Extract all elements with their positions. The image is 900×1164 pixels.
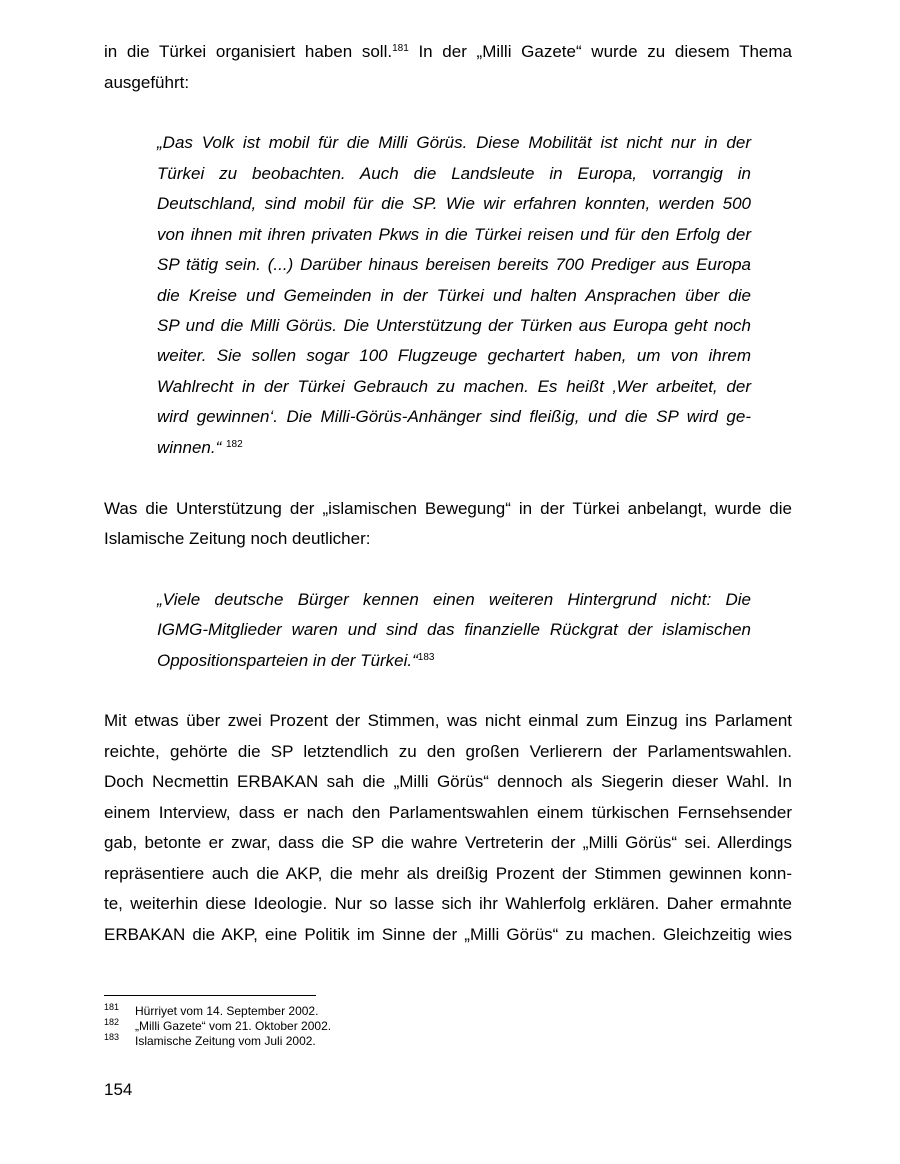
quote2-line: „Viele deutsche Bürger kennen einen weiteren Hintergrund nicht: Die xyxy=(157,590,751,609)
quote1-line: „Das Volk ist mobil für die Milli Görüs. Diese Mobilität ist nicht nur in der xyxy=(157,133,751,152)
quote1-line: wird gewinnen‘. Die Milli-Görüs-Anhänger sind fleißig, und die SP wird ge- xyxy=(157,407,751,426)
quote1-line: SP und die Milli Görüs. Die Unterstützung der Türken aus Europa geht noch xyxy=(157,316,751,335)
footnote-number: 181 xyxy=(104,1002,120,1012)
page-number: 154 xyxy=(104,1080,133,1099)
footnote-divider xyxy=(104,995,316,996)
para3-line: te, weiterhin diese Ideologie. Nur so lasse sich ihr Wahlerfolg erklären. Daher ermahnte xyxy=(104,894,792,913)
quote1-line: Deutschland, sind mobil für die SP. Wie wir erfahren konnten, werden 500 xyxy=(157,194,751,213)
footnote-number: 183 xyxy=(104,1032,120,1042)
para2-line: Was die Unterstützung der „islamischen Bewegung“ in der Türkei anbelangt, wurde die xyxy=(104,499,792,518)
quote2-line: IGMG-Mitglieder waren und sind das finanzielle Rückgrat der islamischen xyxy=(157,620,751,639)
para3-line: reichte, gehörte die SP letztendlich zu den großen Verlierern der Parlamentswahlen. xyxy=(104,742,792,761)
quote1-line: weiter. Sie sollen sogar 100 Flugzeuge gechartert haben, um von ihrem xyxy=(157,346,751,365)
para2-line: Islamische Zeitung noch deutlicher: xyxy=(104,529,371,548)
para3-line: einem Interview, dass er nach den Parlamentswahlen einem türkischen Fernsehsender xyxy=(104,803,792,822)
footnote-ref-182[interactable]: 182 xyxy=(226,439,243,450)
footnote-ref-181[interactable]: 181 xyxy=(392,43,409,54)
para3-line: repräsentiere auch die AKP, die mehr als dreißig Prozent der Stimmen gewinnen konn- xyxy=(104,864,792,883)
quote1-line: SP tätig sein. (...) Darüber hinaus bereisen bereits 700 Prediger aus Europa xyxy=(157,255,751,274)
para3-line: Mit etwas über zwei Prozent der Stimmen, was nicht einmal zum Einzug ins Parlament xyxy=(104,711,792,730)
para3-line: gab, betonte er zwar, dass die SP die wahre Vertreterin der „Milli Görüs“ sei. Allerdings xyxy=(104,833,792,852)
quote2-last-line: Oppositionsparteien in der Türkei.“$^{183}$ xyxy=(157,651,435,670)
footnote-text: Hürriyet vom 14. September 2002. xyxy=(135,1004,319,1018)
footnote-text: „Milli Gazete“ vom 21. Oktober 2002. xyxy=(135,1019,332,1033)
intro-line-1: in die Türkei organisiert haben soll.$^{181}$ In der „Milli Gazete“ wurde zu diesem Thema xyxy=(104,42,792,61)
quote1-line: Wahlrecht in der Türkei Gebrauch zu machen. Es heißt ‚Wer arbeitet, der xyxy=(157,377,751,396)
para3-line: ERBAKAN die AKP, eine Politik im Sinne der „Milli Görüs“ zu machen. Gleichzeitig wies xyxy=(104,925,792,944)
quote1-last-line: winnen.“ $^{182}$ xyxy=(157,438,243,457)
quote1-line: Türkei zu beobachten. Auch die Landsleute in Europa, vorrangig in xyxy=(157,164,751,183)
quote1-line: die Kreise und Gemeinden in der Türkei und halten Ansprachen über die xyxy=(157,286,751,305)
para3-line: Doch Necmettin ERBAKAN sah die „Milli Görüs“ dennoch als Siegerin dieser Wahl. In xyxy=(104,772,792,791)
intro-line-2: ausgeführt: xyxy=(104,73,190,92)
footnote-ref-183[interactable]: 183 xyxy=(417,652,435,663)
footnote-number: 182 xyxy=(104,1017,120,1027)
quote1-line: von ihnen mit ihren privaten Pkws in die Türkei reisen und für den Erfolg der xyxy=(157,225,751,244)
footnote-text: Islamische Zeitung vom Juli 2002. xyxy=(135,1034,316,1048)
